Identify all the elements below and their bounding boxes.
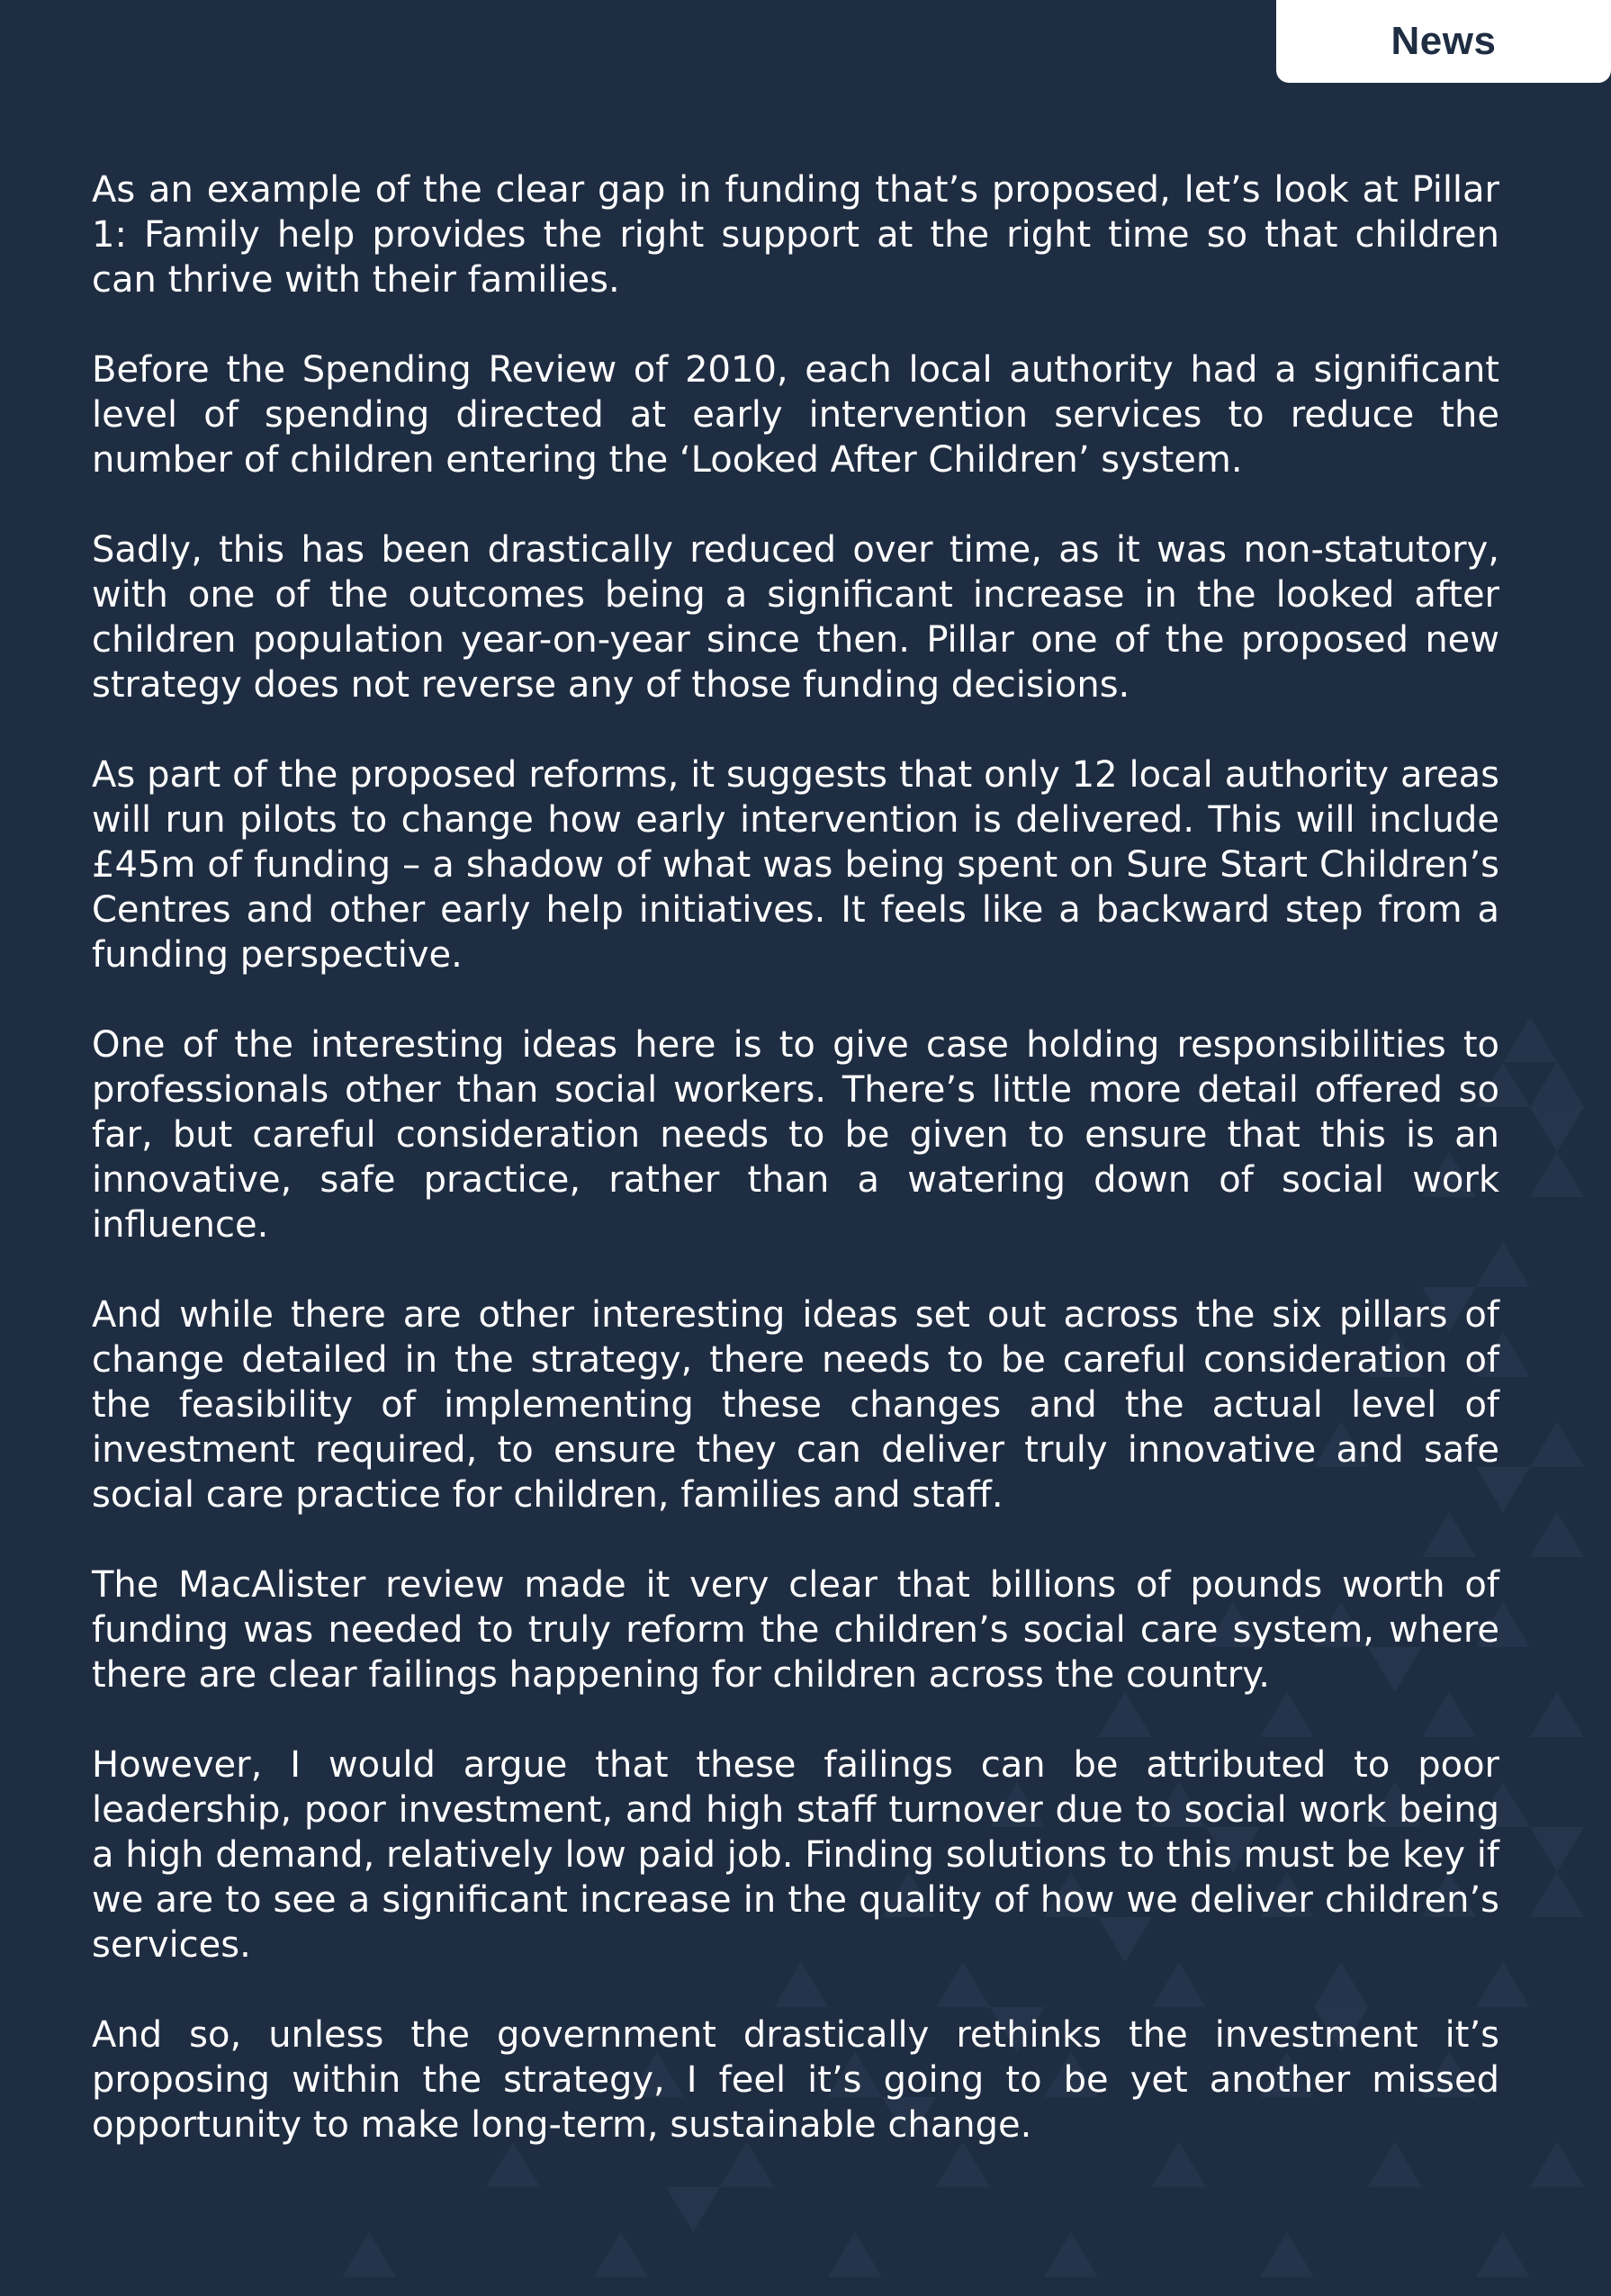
news-section-tab xyxy=(1276,0,1611,83)
article-paragraph-6: And while there are other interesting ideas set out across the six pillars of change detailed in the strategy, there needs to be careful consideration of the feasibility of implementing these changes and the actual level of investment required, to ensure they can deliver truly innovative and safe social care practice for children, families and staff. xyxy=(92,1294,1499,1516)
article-body xyxy=(92,167,1499,2192)
news-section-label: News xyxy=(1390,19,1497,63)
article-paragraph-1: As an example of the clear gap in funding that’s proposed, let’s look at Pillar 1: Family help provides the right support at the right time so that children can thrive with their families. xyxy=(92,169,1499,301)
article-paragraph-9: And so, unless the government drastically rethinks the investment it’s proposing within the strategy, I feel it’s going to be yet another missed opportunity to make long-term, sustainable change. xyxy=(92,2014,1499,2146)
article-paragraph-3: Sadly, this has been drastically reduced over time, as it was non-statutory, with one of the outcomes being a significant increase in the looked after children population year-on-year since then. Pillar one of the proposed new strategy does not reverse any of those funding decisions. xyxy=(92,529,1499,706)
article-paragraph-2: Before the Spending Review of 2010, each local authority had a significant level of spending directed at early intervention services to reduce the number of children entering the ‘Looked After Children’ system. xyxy=(92,349,1499,481)
article-paragraph-7: The MacAlister review made it very clear that billions of pounds worth of funding was needed to truly reform the children’s social care system, where there are clear failings happening for children across the country. xyxy=(92,1564,1499,1696)
article-paragraph-5: One of the interesting ideas here is to give case holding responsibilities to professionals other than social workers. There’s little more detail offered so far, but careful consideration needs to be given to ensure that this is an innovative, safe practice, rather than a watering down of social work influence. xyxy=(92,1024,1499,1246)
article-paragraph-4: As part of the proposed reforms, it suggests that only 12 local authority areas will run pilots to change how early intervention is delivered. This will include £45m of funding – a shadow of what was being spent on Sure Start Children’s Centres and other early help initiatives. It feels like a backward step from a funding perspective. xyxy=(92,754,1499,976)
article-paragraph-8: However, I would argue that these failings can be attributed to poor leadership, poor investment, and high staff turnover due to social work being a high demand, relatively low paid job. Finding solutions to this must be key if we are to see a significant increase in the quality of how we deliver children’s services. xyxy=(92,1744,1499,1966)
